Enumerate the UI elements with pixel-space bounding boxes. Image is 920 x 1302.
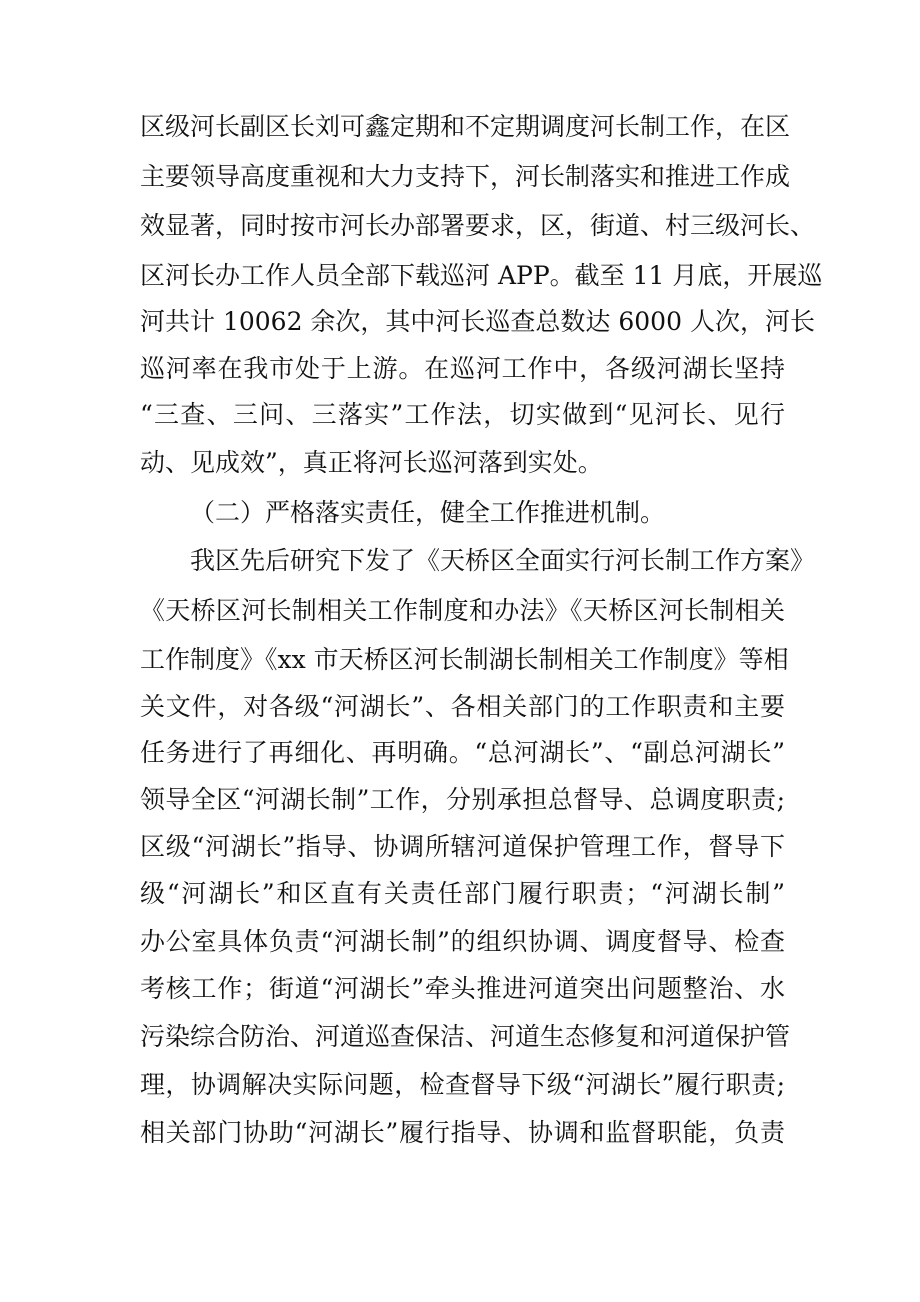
text-line-1: 区级河长副区长刘可鑫定期和不定期调度河长制工作，在区: [140, 112, 791, 141]
text-line-7: “三查、三问、三落实”工作法，切实做到“见河长、见行: [140, 400, 785, 429]
text-line-4: 区河长办工作人员全部下载巡河 APP。截至 11 月底，开展巡: [140, 261, 823, 290]
text-line-12: 工作制度》《xx 市天桥区河长制湖长制相关工作制度》等相: [140, 645, 789, 674]
text-line-8: 动、见成效”，真正将河长巡河落到实处。: [140, 448, 603, 477]
text-line-10: 我区先后研究下发了《天桥区全面实行河长制工作方案》: [190, 546, 816, 575]
text-line-14: 任务进行了再细化、再明确。“总河湖长”、“副总河湖长”: [140, 738, 785, 767]
text-line-21: 理，协调解决实际问题，检查督导下级“河湖长”履行职责;: [140, 1070, 785, 1099]
text-line-5: 河共计 10062 余次，其中河长巡查总数达 6000 人次，河长: [140, 307, 815, 336]
text-line-3: 效显著，同时按市河长办部署要求，区，街道、村三级河长、: [140, 211, 816, 240]
text-line-6: 巡河率在我市处于上游。在巡河工作中，各级河湖长坚持: [140, 354, 785, 383]
text-line-13: 关文件，对各级“河湖长”、各相关部门的工作职责和主要: [140, 692, 785, 721]
text-line-2: 主要领导高度重视和大力支持下，河长制落实和推进工作成: [140, 162, 791, 191]
text-line-17: 级“河湖长”和区直有关责任部门履行职责；“河湖长制”: [140, 879, 785, 908]
text-line-22: 相关部门协助“河湖长”履行指导、协调和监督职能，负责: [140, 1118, 785, 1147]
section-heading: （二）严格落实责任，健全工作推进机制。: [190, 498, 666, 527]
text-line-11: 《天桥区河长制相关工作制度和办法》《天桥区河长制相关: [140, 596, 785, 625]
text-line-16: 区级“河湖长”指导、协调所辖河道保护管理工作，督导下: [140, 832, 785, 861]
text-line-18: 办公室具体负责“河湖长制”的组织协调、调度督导、检查: [140, 927, 785, 956]
text-line-20: 污染综合防治、河道巡查保洁、河道生态修复和河道保护管: [140, 1022, 791, 1051]
text-line-19: 考核工作；街道“河湖长”牵头推进河道突出问题整治、水: [140, 974, 785, 1003]
text-line-15: 领导全区“河湖长制”工作，分别承担总督导、总调度职责;: [140, 785, 785, 814]
